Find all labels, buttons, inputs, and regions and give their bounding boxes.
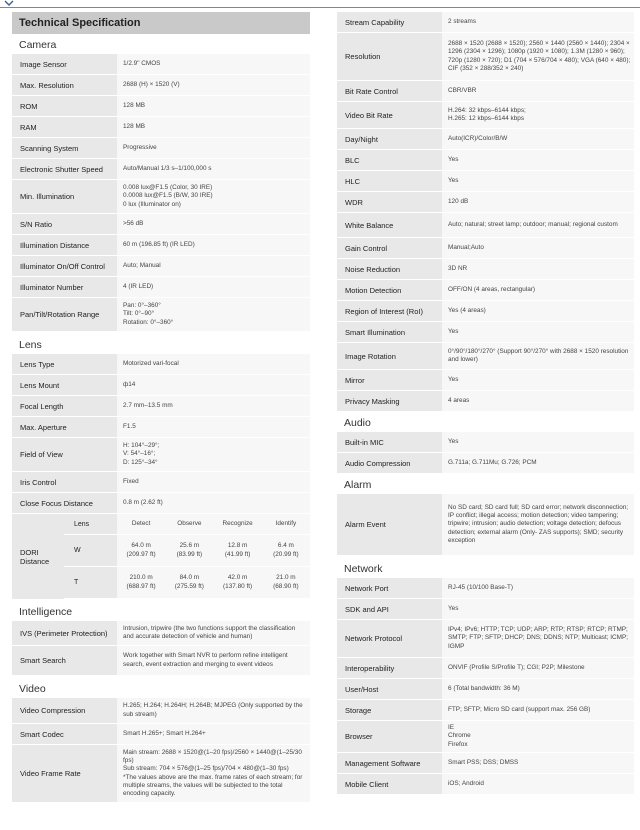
spec-row	[337, 578, 634, 599]
spec-label: Pan/Tilt/Rotation Range	[12, 298, 117, 332]
intelligence-table	[12, 621, 310, 676]
spec-row	[12, 493, 310, 514]
dori-value-cell: 64.0 m (209.97 ft)	[117, 535, 165, 567]
spec-value: ф14	[117, 375, 310, 396]
section-audio-title: Audio	[344, 417, 371, 429]
spec-value: IE Chrome Firefox	[442, 721, 634, 753]
spec-value: Auto; Manual	[117, 256, 310, 277]
spec-value: 120 dB	[442, 192, 634, 213]
spec-label: Video Bit Rate	[337, 102, 442, 129]
spec-row	[12, 472, 310, 493]
dori-header-row	[64, 514, 310, 535]
spec-value: F1.5	[117, 417, 310, 438]
page-title: Technical Specification	[12, 12, 310, 34]
spec-label: Resolution	[337, 33, 442, 81]
spec-label: Smart Codec	[12, 724, 117, 745]
dori-value-cell: 12.8 m (41.99 ft)	[214, 535, 262, 567]
spec-row	[337, 370, 634, 391]
video-continued-table	[337, 12, 634, 412]
spec-label: Gain Control	[337, 238, 442, 259]
section-intelligence-title: Intelligence	[19, 606, 73, 618]
spec-row	[12, 235, 310, 256]
spec-label: Lens Mount	[12, 375, 117, 396]
spec-row	[12, 724, 310, 745]
camera-table	[12, 54, 310, 332]
spec-value: H.265; H.264; H.264H; H.264B; MJPEG (Only supported by the sub stream)	[117, 698, 310, 724]
spec-value: >56 dB	[117, 214, 310, 235]
spec-row	[12, 277, 310, 298]
spec-row	[12, 117, 310, 138]
spec-value: Manual;Auto	[442, 238, 634, 259]
spec-label: Max. Resolution	[12, 75, 117, 96]
spec-label: Mirror	[337, 370, 442, 391]
spec-label: Image Rotation	[337, 343, 442, 370]
spec-value: 0°/90°/180°/270° (Support 90°/270° with 2688 × 1520 resolution and lower)	[442, 343, 634, 370]
spec-value: 0.8 m (2.62 ft)	[117, 493, 310, 514]
spec-row	[337, 259, 634, 280]
spec-row	[12, 96, 310, 117]
spec-row	[12, 646, 310, 676]
audio-table	[337, 432, 634, 474]
spec-row	[337, 679, 634, 700]
spec-value: Pan: 0°–360° Tilt: 0°–90° Rotation: 0°–360°	[117, 298, 310, 332]
spec-value: Smart PSS; DSS; DMSS	[442, 753, 634, 774]
left-column	[12, 12, 310, 803]
spec-value: No SD card; SD card full; SD card error; network disconnection; IP conflict; illegal access; motion detection; video tampering; tripwire; intrusion; audio detection; voltage detection; defocus detection; external alarm (Only- ZAS supports); SMD; security exception	[442, 494, 634, 556]
dori-header-cell: Observe	[165, 514, 213, 535]
spec-value: G.711a; G.711Mu; G.726; PCM	[442, 453, 634, 474]
spec-row	[12, 214, 310, 235]
spec-value: RJ-45 (10/100 Base-T)	[442, 578, 634, 599]
spec-label: SDK and API	[337, 599, 442, 620]
spec-label: Illumination Distance	[12, 235, 117, 256]
spec-row	[337, 453, 634, 474]
spec-value: 4 (IR LED)	[117, 277, 310, 298]
spec-label: Motion Detection	[337, 280, 442, 301]
spec-row	[12, 438, 310, 472]
spec-row	[337, 102, 634, 129]
dori-value-cell: 6.4 m (20.99 ft)	[262, 535, 310, 567]
spec-label: Scanning System	[12, 138, 117, 159]
spec-label: ROM	[12, 96, 117, 117]
spec-label: Smart Search	[12, 646, 117, 676]
spec-label: Network Protocol	[337, 620, 442, 658]
spec-label: Lens Type	[12, 354, 117, 375]
spec-label: Region of Interest (RoI)	[337, 301, 442, 322]
spec-value: 0.008 lux@F1.5 (Color, 30 IRE) 0.0008 lux@F1.5 (B/W, 30 IRE) 0 lux (Illuminator on)	[117, 180, 310, 214]
spec-label: Interoperability	[337, 658, 442, 679]
dori-value-cell: 25.6 m (83.99 ft)	[165, 535, 213, 567]
chevron-down-icon	[4, 0, 14, 6]
spec-value: iOS; Android	[442, 774, 634, 795]
spec-value: CBR/VBR	[442, 81, 634, 102]
dori-row	[64, 535, 310, 567]
section-lens-title: Lens	[19, 339, 42, 351]
spec-row	[337, 150, 634, 171]
spec-label: Bit Rate Control	[337, 81, 442, 102]
section-camera-title: Camera	[19, 39, 57, 51]
spec-row	[337, 658, 634, 679]
spec-value: 128 MB	[117, 117, 310, 138]
dori-table	[12, 514, 310, 599]
spec-label: S/N Ratio	[12, 214, 117, 235]
spec-value: 6 (Total bandwidth: 36 M)	[442, 679, 634, 700]
spec-label: Noise Reduction	[337, 259, 442, 280]
spec-value: Yes (4 areas)	[442, 301, 634, 322]
dori-value-cell: 42.0 m (137.80 ft)	[214, 567, 262, 599]
spec-value: Auto/Manual 1/3 s–1/100,000 s	[117, 159, 310, 180]
spec-row	[12, 256, 310, 277]
spec-value: 2688 (H) × 1520 (V)	[117, 75, 310, 96]
spec-label: Alarm Event	[337, 494, 442, 556]
spec-label: BLC	[337, 150, 442, 171]
spec-value: Yes	[442, 599, 634, 620]
spec-value: FTP; SFTP; Micro SD card (support max. 256 GB)	[442, 700, 634, 721]
spec-value: 2688 × 1520 (2688 × 1520); 2560 × 1440 (2560 × 1440); 2304 × 1296 (2304 × 1296); 1080p (1920 × 1080); 1.3M (1280 × 960); 720p (1280 × 720); D1 (704 × 576/704 × 480); VGA (640 × 480); CIF (352 × 288/352 × 240)	[442, 33, 634, 81]
spec-row	[337, 721, 634, 753]
spec-row	[337, 599, 634, 620]
spec-row	[12, 621, 310, 646]
network-table	[337, 578, 634, 795]
dori-header-cell: Detect	[117, 514, 165, 535]
spec-value: Motorized vari-focal	[117, 354, 310, 375]
spec-row	[12, 159, 310, 180]
spec-label: Privacy Masking	[337, 391, 442, 412]
spec-label: WDR	[337, 192, 442, 213]
spec-row	[337, 432, 634, 453]
spec-row	[337, 620, 634, 658]
spec-row	[12, 745, 310, 803]
lens-table	[12, 354, 310, 514]
spec-label: RAM	[12, 117, 117, 138]
spec-label: Min. Illumination	[12, 180, 117, 214]
spec-label: Audio Compression	[337, 453, 442, 474]
spec-value: 3D NR	[442, 259, 634, 280]
spec-row	[12, 54, 310, 75]
spec-label: HLC	[337, 171, 442, 192]
dori-value-cell: 21.0 m (68.90 ft)	[262, 567, 310, 599]
spec-row	[337, 322, 634, 343]
spec-value: H.264: 32 kbps–6144 kbps; H.265: 12 kbps–6144 kbps	[442, 102, 634, 129]
alarm-table	[337, 494, 634, 556]
spec-row	[337, 391, 634, 412]
spec-label: Built-in MIC	[337, 432, 442, 453]
spec-label: Iris Control	[12, 472, 117, 493]
spec-label: Image Sensor	[12, 54, 117, 75]
spec-value: Fixed	[117, 472, 310, 493]
spec-value: Auto; natural; street lamp; outdoor; manual; regional custom	[442, 213, 634, 238]
section-network-title: Network	[344, 563, 383, 575]
spec-value: Intrusion, tripwire (the two functions support the classification and accurate detection of vehicle and human)	[117, 621, 310, 646]
spec-label: Mobile Client	[337, 774, 442, 795]
spec-value: Work together with Smart NVR to perform refine intelligent search, event extraction and merging to event videos	[117, 646, 310, 676]
spec-label: Network Port	[337, 578, 442, 599]
spec-value: 1/2.9" CMOS	[117, 54, 310, 75]
spec-label: White Balance	[337, 213, 442, 238]
spec-value: Auto(ICR)/Color/B/W	[442, 129, 634, 150]
spec-label: Electronic Shutter Speed	[12, 159, 117, 180]
spec-value: 60 m (196.85 ft) (IR LED)	[117, 235, 310, 256]
spec-label: Max. Aperture	[12, 417, 117, 438]
spec-value: 2.7 mm–13.5 mm	[117, 396, 310, 417]
spec-row	[337, 238, 634, 259]
spec-row	[12, 417, 310, 438]
spec-label: Storage	[337, 700, 442, 721]
spec-value: Yes	[442, 370, 634, 391]
spec-value: IPv4; IPv6; HTTP; TCP; UDP; ARP; RTP; RTSP; RTCP; RTMP; SMTP; FTP; SFTP; DHCP; DNS; DDNS; NTP; Multicast; ICMP; IGMP	[442, 620, 634, 658]
spec-value: Smart H.265+; Smart H.264+	[117, 724, 310, 745]
spec-value: Yes	[442, 322, 634, 343]
spec-label: Field of View	[12, 438, 117, 472]
spec-value: Yes	[442, 150, 634, 171]
spec-row	[337, 753, 634, 774]
spec-row	[12, 75, 310, 96]
spec-value: 4 areas	[442, 391, 634, 412]
spec-row	[12, 396, 310, 417]
spec-row	[337, 301, 634, 322]
spec-label: Illuminator Number	[12, 277, 117, 298]
right-column	[337, 12, 634, 795]
spec-row	[12, 298, 310, 332]
spec-row	[337, 494, 634, 556]
video-table	[12, 698, 310, 803]
spec-row	[337, 280, 634, 301]
spec-label: Close Focus Distance	[12, 493, 117, 514]
spec-row	[12, 180, 310, 214]
dori-lens-cell: W	[64, 535, 117, 567]
spec-value: Progressive	[117, 138, 310, 159]
spec-row	[337, 213, 634, 238]
spec-label: Illuminator On/Off Control	[12, 256, 117, 277]
section-alarm-title: Alarm	[344, 479, 372, 491]
spec-row	[337, 171, 634, 192]
spec-row	[337, 12, 634, 33]
spec-value: Main stream: 2688 × 1520@(1–20 fps)/2560 × 1440@(1–25/30 fps) Sub stream: 704 × 576@(1–25 fps)/704 × 480@(1–30 fps) *The values above are the max. frame rates of each stream; for multiple streams, the values will be subjected to the total encoding capacity.	[117, 745, 310, 803]
spec-row	[337, 700, 634, 721]
spec-row	[12, 375, 310, 396]
dori-value-cell: 84.0 m (275.59 ft)	[165, 567, 213, 599]
spec-label: IVS (Perimeter Protection)	[12, 621, 117, 646]
spec-value: 2 streams	[442, 12, 634, 33]
spec-row	[337, 129, 634, 150]
spec-label: Management Software	[337, 753, 442, 774]
spec-row	[12, 138, 310, 159]
spec-value: Yes	[442, 432, 634, 453]
spec-row	[337, 192, 634, 213]
dori-value-cell: 210.0 m (688.97 ft)	[117, 567, 165, 599]
spec-row	[12, 354, 310, 375]
spec-value: ONVIF (Profile S/Profile T); CGI; P2P; Milestone	[442, 658, 634, 679]
spec-label: Focal Length	[12, 396, 117, 417]
spec-label: User/Host	[337, 679, 442, 700]
spec-row	[337, 774, 634, 795]
spec-value: H: 104°–29°; V: 54°–16°; D: 125°–34°	[117, 438, 310, 472]
dori-lens-cell: T	[64, 567, 117, 599]
spec-row	[12, 698, 310, 724]
dori-header-cell: Lens	[64, 514, 117, 535]
spec-label: Day/Night	[337, 129, 442, 150]
top-bar	[0, 0, 640, 8]
spec-label: Smart Illumination	[337, 322, 442, 343]
spec-row	[337, 343, 634, 370]
spec-value: Yes	[442, 171, 634, 192]
spec-label: Stream Capability	[337, 12, 442, 33]
spec-value: OFF/ON (4 areas, rectangular)	[442, 280, 634, 301]
dori-header-cell: Recognize	[214, 514, 262, 535]
spec-value: 128 MB	[117, 96, 310, 117]
spec-label: Video Compression	[12, 698, 117, 724]
section-video-title: Video	[19, 683, 46, 695]
spec-label: Browser	[337, 721, 442, 753]
spec-label: Video Frame Rate	[12, 745, 117, 803]
dori-row	[64, 567, 310, 599]
dori-header-cell: Identify	[262, 514, 310, 535]
spec-row	[337, 33, 634, 81]
dori-label: DORI Distance	[12, 514, 64, 599]
spec-row	[337, 81, 634, 102]
